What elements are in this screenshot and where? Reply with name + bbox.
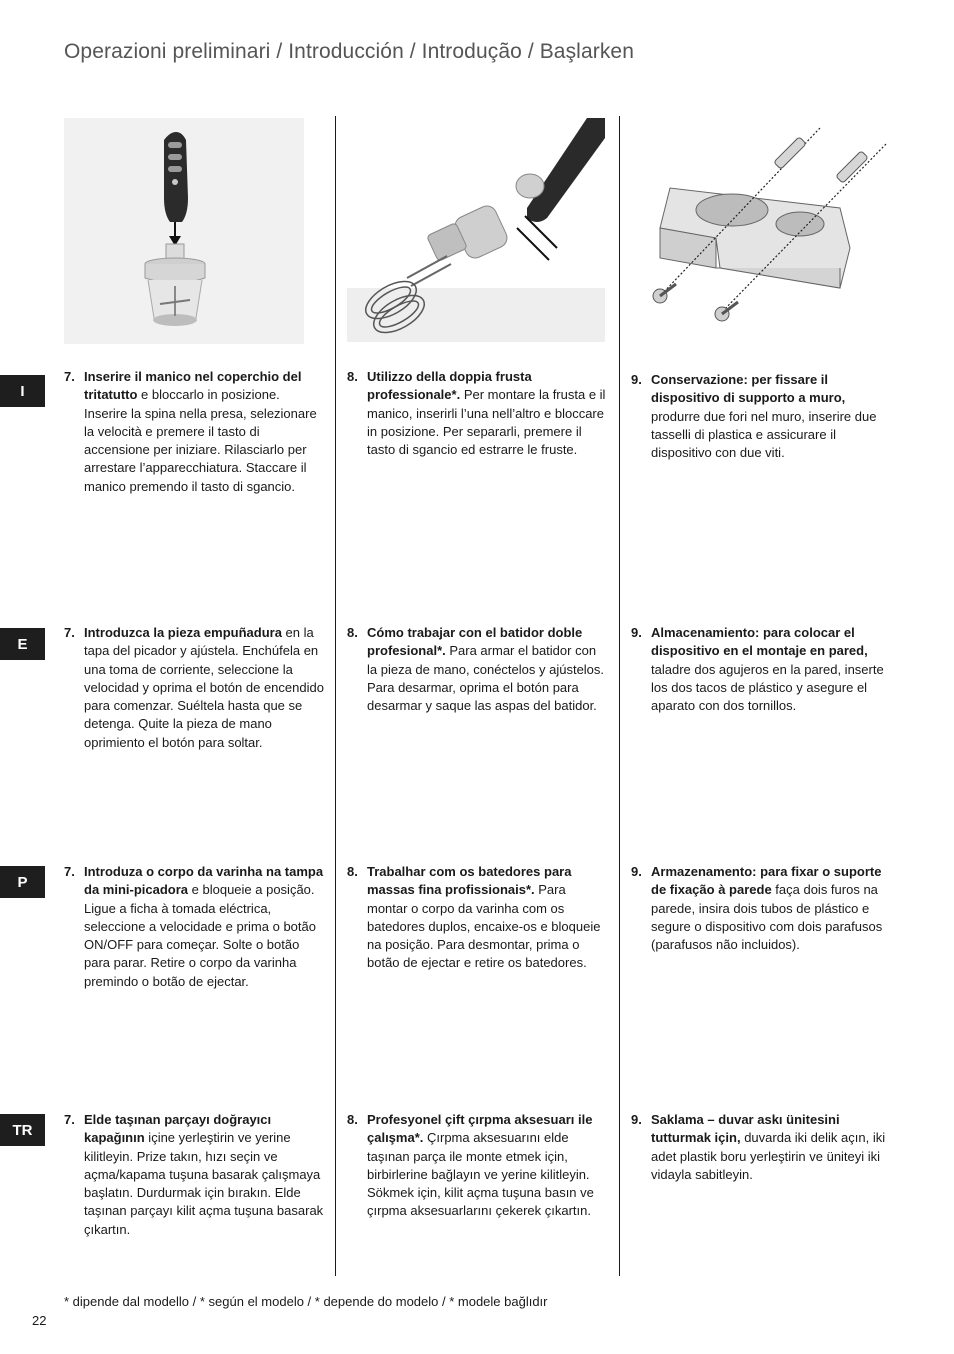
step-item: 7. Elde taşınan parçayı doğrayıcı kapağının içine yerleştirin ve yerine kilitleyin. Prize takın, hızı seçin ve açma/kapama tuşuna basarak çalışmaya başlatın. Durdurmak için bırakın. Elde taşınan parçayı kilit açma tuşuna basarak çıkartın. [64,1112,324,1237]
column-divider-1 [335,116,336,1276]
hand-blender-chopper-illustration [64,118,304,344]
step-item: 9. Almacenamiento: para colocar el dispositivo en el montaje en pared, taladre dos agujeros en la pared, inserte los dos tacos de plástico y asegure el aparato con dos tornillos. [631,625,884,714]
double-whisk-illustration [347,118,605,342]
language-tab-turkish: TR [0,1114,45,1146]
step-item: 8. Cómo trabajar con el batidor doble profesional*. Para armar el batidor con la pieza de mano, conéctelos y ajústelos. Para desarmar, oprima el botón para desarmar y saque las aspas del batidor. [347,625,605,714]
footnote: * dipende dal modello / * según el modelo / * depende do modelo / * modele bağlıdır [64,1294,548,1309]
step-item: 8. Profesyonel çift çırpma aksesuarı ile çalışma*. Çırpma aksesuarını elde taşınan parça ile monte etmek için, birbirlerine bağlayın ve yerine kilitleyin. Sökmek için, kilit açma tuşuna basın ve çırpma aksesuarlarını çekerek çıkartın. [347,1112,594,1219]
wall-mount-illustration [640,118,894,328]
language-tab-portuguese: P [0,866,45,898]
step-item: 9. Saklama – duvar askı ünitesini tutturmak için, duvarda iki delik açın, iki adet plastik boru yerleştirin ve üniteyi iki vidayla sabitleyin. [631,1112,886,1182]
column-divider-2 [619,116,620,1276]
language-tab-italian: I [0,375,45,407]
step-item: 9. Armazenamento: para fixar o suporte de fixação à parede faça dois furos na parede, insira dois tubos de plástico e segure o dispositivo com dois parafusos (parafusos não incluidos). [631,864,883,953]
step-item: 8. Trabalhar com os batedores para massas fina profissionais*. Para montar o corpo da varinha com os batedores duplos, encaixe-os e bloqueie na posição. Para desmontar, prima o botão de ejectar e retire os batedores. [347,864,601,971]
step-item: 9. Conservazione: per fissare il dispositivo di supporto a muro, produrre due fori nel muro, inserire due tasselli di plastica e assicurare il dispositivo con due viti. [631,372,877,461]
step-item: 7. Inserire il manico nel coperchio del tritatutto e bloccarlo in posizione. Inserire la spina nella presa, selezionare la velocità e premere il tasto di accensione per iniziare. Rilasciarlo per arrestare l’apparecchiatura. Staccare il manico premendo il tasto di sgancio. [64,369,317,494]
step-item: 7. Introduzca la pieza empuñadura en la tapa del picador y ajústela. Enchúfela en una toma de corriente, seleccione la velocidad y oprima el botón de encendido para comenzar. Suéltela hasta que se detenga. Quite la pieza de mano oprimiento el botón para soltar. [64,625,324,750]
page-title: Operazioni preliminari / Introducción / Introdução / Başlarken [64,40,634,63]
page-number: 22 [32,1313,47,1328]
step-item: 8. Utilizzo della doppia frusta professionale*. Per montare la frusta e il manico, inserirli l’una nell’altro e bloccare in posizione. Per separarli, premere il tasto di sgancio ed estrarre le fruste. [347,369,606,458]
step-item: 7. Introduza o corpo da varinha na tampa da mini-picadora e bloqueie a posição. Ligue a ficha à tomada eléctrica, seleccione a velocidade e prima o botão ON/OFF para começar. Solte o botão para parar. Retire o corpo da varinha premindo o botão de ejectar. [64,864,324,989]
language-tab-spanish: E [0,628,45,660]
